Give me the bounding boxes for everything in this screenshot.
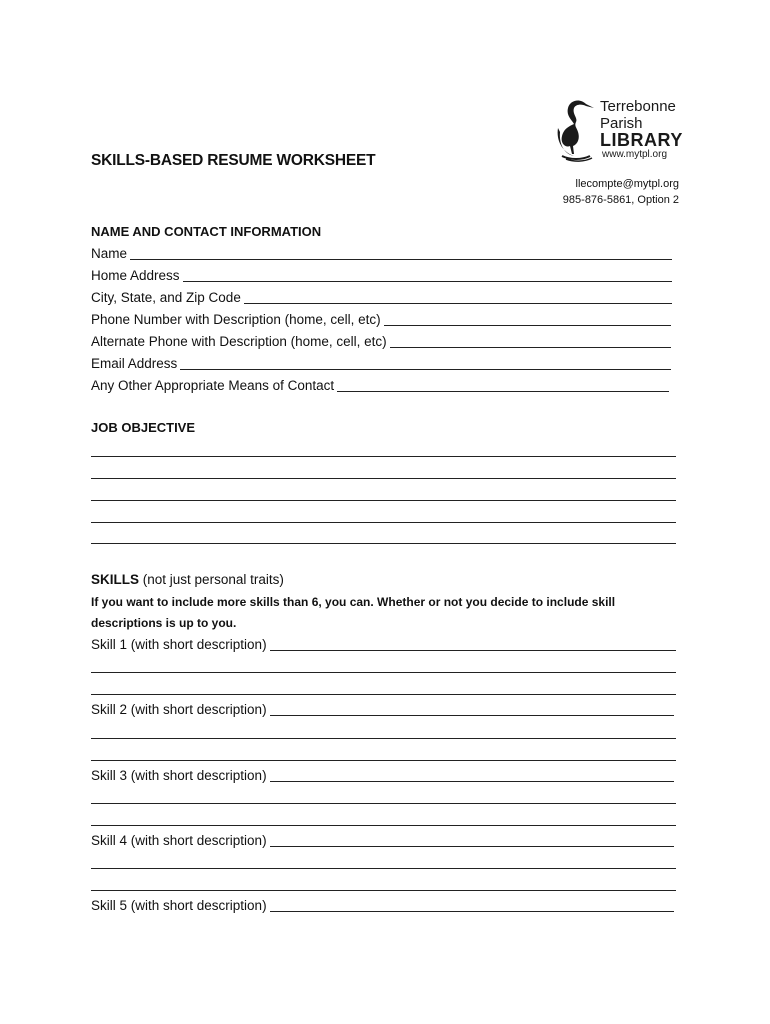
- home-address-field[interactable]: [91, 266, 672, 284]
- field-label: Home Address: [91, 268, 180, 283]
- write-line[interactable]: [130, 245, 672, 260]
- write-line[interactable]: [270, 767, 674, 782]
- field-label: Skill 3 (with short description): [91, 768, 267, 783]
- skills-heading: [91, 572, 284, 587]
- skill-3-field[interactable]: [91, 766, 674, 784]
- objective-line[interactable]: [91, 456, 676, 457]
- contact-phone: 985-876-5861, Option 2: [562, 194, 679, 206]
- skills-instruction-line-2: descriptions is up to you.: [91, 616, 237, 630]
- field-label: Any Other Appropriate Means of Contact: [91, 378, 335, 393]
- write-line[interactable]: [183, 267, 672, 282]
- skills-heading-note: (not just personal traits): [142, 572, 284, 587]
- job-objective-heading: JOB OBJECTIVE: [91, 420, 196, 435]
- write-line[interactable]: [270, 636, 676, 651]
- skill-line[interactable]: [91, 825, 676, 826]
- contact-section-heading: NAME AND CONTACT INFORMATION: [91, 224, 322, 239]
- name-field[interactable]: [91, 244, 672, 262]
- page-title: SKILLS-BASED RESUME WORKSHEET: [91, 152, 376, 169]
- skill-line[interactable]: [91, 760, 676, 761]
- field-label: Skill 1 (with short description): [91, 637, 267, 652]
- skill-2-field[interactable]: [91, 700, 674, 718]
- write-line[interactable]: [270, 897, 674, 912]
- skill-4-field[interactable]: [91, 831, 674, 849]
- write-line[interactable]: [270, 832, 674, 847]
- library-logo: [556, 98, 686, 162]
- email-field[interactable]: [91, 354, 671, 372]
- write-line[interactable]: [244, 289, 672, 304]
- logo-line-terrebonne: Terrebonne: [600, 98, 676, 115]
- field-label: Alternate Phone with Description (home, cell, etc): [91, 334, 387, 349]
- city-state-zip-field[interactable]: [91, 288, 672, 306]
- field-label: Phone Number with Description (home, cell, etc): [91, 312, 381, 327]
- write-line[interactable]: [337, 377, 669, 392]
- objective-line[interactable]: [91, 522, 676, 523]
- field-label: Skill 4 (with short description): [91, 833, 267, 848]
- skill-5-field[interactable]: [91, 896, 674, 914]
- write-line[interactable]: [384, 311, 671, 326]
- field-label: Email Address: [91, 356, 178, 371]
- field-label: Skill 5 (with short description): [91, 898, 267, 913]
- field-label: Name: [91, 246, 128, 261]
- contact-email: llecompte@mytpl.org: [575, 178, 679, 190]
- skills-heading-label: SKILLS: [91, 572, 140, 587]
- logo-url: www.mytpl.org: [602, 149, 668, 160]
- phone-field[interactable]: [91, 310, 671, 328]
- skill-line[interactable]: [91, 803, 676, 804]
- logo-line-parish: Parish: [600, 115, 643, 132]
- write-line[interactable]: [180, 355, 671, 370]
- skill-line[interactable]: [91, 868, 676, 869]
- field-label: City, State, and Zip Code: [91, 290, 241, 305]
- write-line[interactable]: [270, 701, 674, 716]
- write-line[interactable]: [390, 333, 671, 348]
- heron-bird-icon: [556, 98, 600, 162]
- other-contact-field[interactable]: [91, 376, 669, 394]
- skill-line[interactable]: [91, 738, 676, 739]
- skills-instruction-line-1: If you want to include more skills than 6, you can. Whether or not you decide to include skill: [91, 595, 616, 609]
- skill-line[interactable]: [91, 694, 676, 695]
- objective-line[interactable]: [91, 478, 676, 479]
- skill-line[interactable]: [91, 890, 676, 891]
- objective-line[interactable]: [91, 500, 676, 501]
- field-label: Skill 2 (with short description): [91, 702, 267, 717]
- skill-1-field[interactable]: [91, 635, 676, 653]
- alternate-phone-field[interactable]: [91, 332, 671, 350]
- skill-line[interactable]: [91, 672, 676, 673]
- objective-line[interactable]: [91, 543, 676, 544]
- logo-line-library: LIBRARY: [600, 130, 683, 150]
